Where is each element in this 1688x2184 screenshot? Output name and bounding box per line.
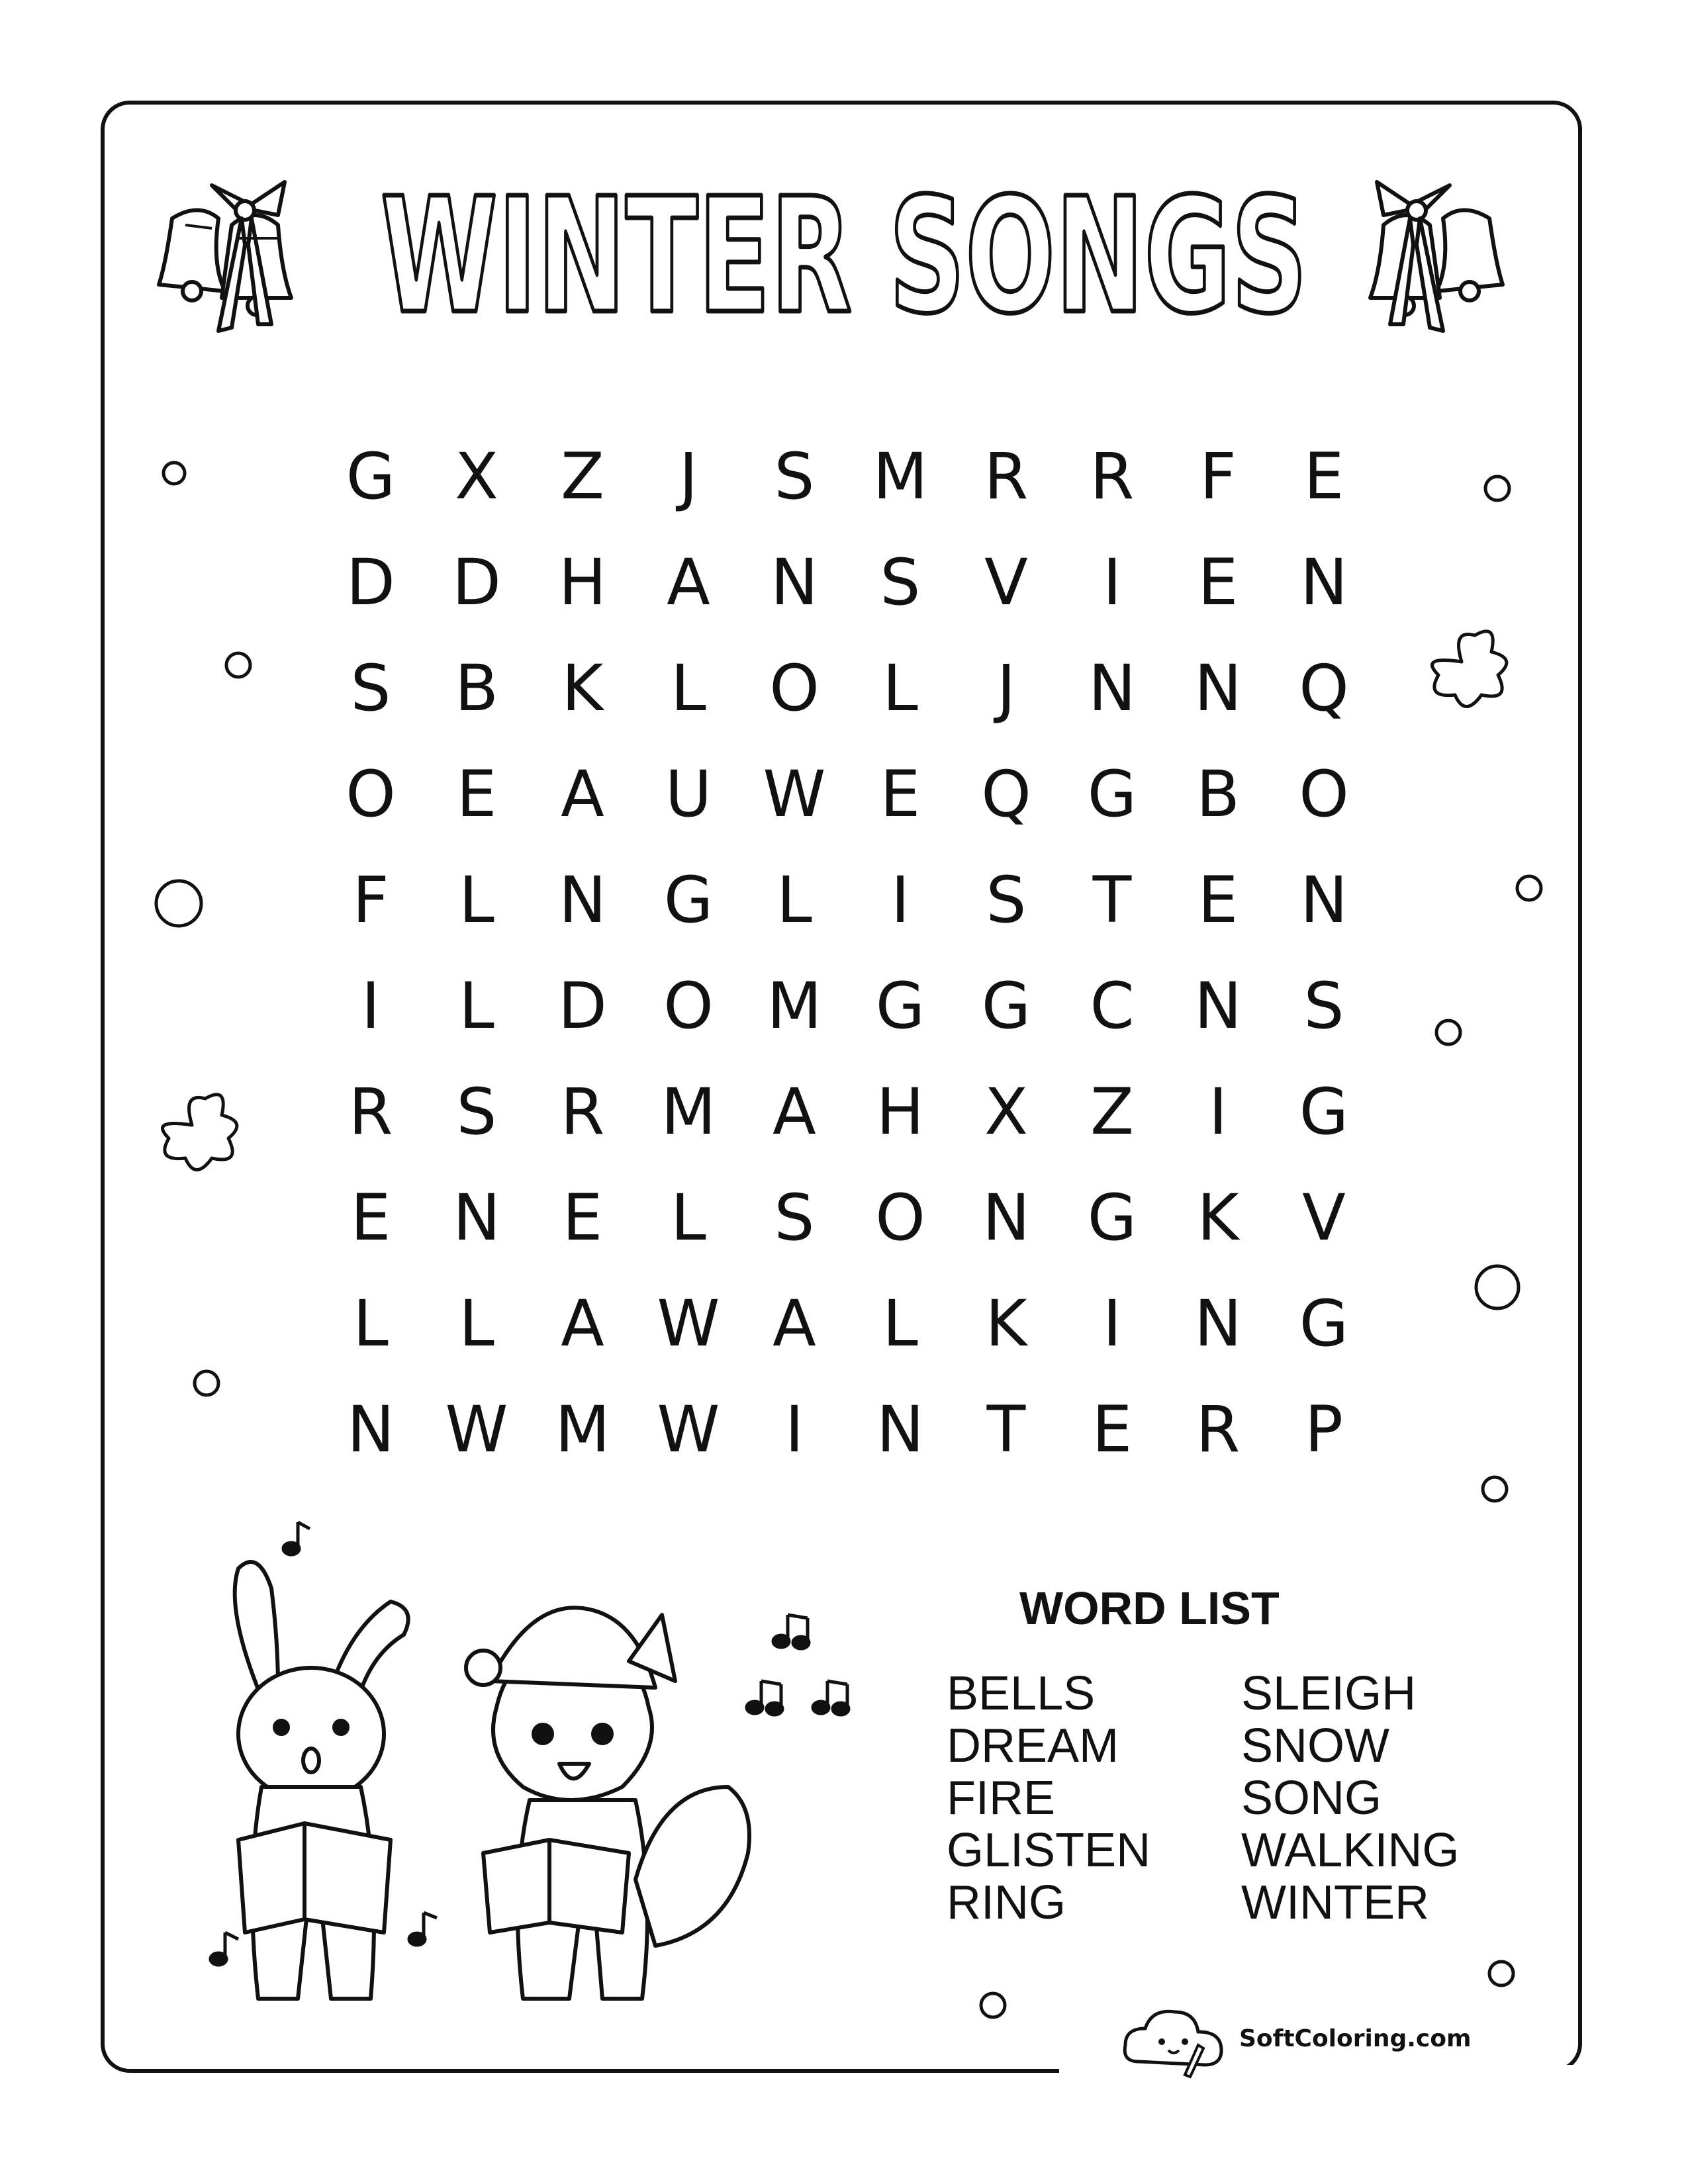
- grid-letter: L: [671, 651, 706, 725]
- grid-letter: N: [1194, 969, 1242, 1043]
- word-list-item: GLISTEN: [947, 1824, 1151, 1877]
- snow-dot: [164, 463, 185, 484]
- grid-letter: B: [455, 651, 498, 725]
- grid-letter: A: [561, 757, 604, 831]
- grid-letter: F: [352, 863, 389, 937]
- grid-letter: C: [1090, 969, 1135, 1043]
- grid-letter: O: [346, 757, 396, 831]
- flower-snowflake-icon: [1432, 631, 1507, 707]
- grid-letter: N: [771, 545, 818, 619]
- grid-letter: S: [774, 1181, 815, 1255]
- grid-letter: L: [671, 1181, 706, 1255]
- snow-dot: [1436, 1021, 1460, 1044]
- word-list-item: BELLS: [947, 1667, 1096, 1720]
- grid-letter: H: [558, 545, 607, 619]
- grid-letter: N: [453, 1181, 500, 1255]
- grid-letter: V: [1302, 1181, 1346, 1255]
- grid-letter: M: [767, 969, 822, 1043]
- grid-letter: E: [562, 1181, 603, 1255]
- page-title-text: WINTER SONGS: [381, 163, 1307, 349]
- grid-letter: B: [1196, 757, 1240, 831]
- grid-letter: N: [876, 1392, 924, 1467]
- grid-letter: O: [1299, 757, 1349, 831]
- grid-letter: D: [452, 545, 501, 619]
- grid-letter: I: [890, 863, 910, 937]
- snow-dot: [195, 1371, 218, 1395]
- grid-letter: O: [663, 969, 714, 1043]
- grid-letter: S: [1303, 969, 1344, 1043]
- grid-letter: V: [984, 545, 1028, 619]
- grid-letter: X: [455, 439, 498, 514]
- grid-letter: R: [984, 439, 1029, 514]
- grid-letter: N: [1300, 863, 1348, 937]
- grid-letter: I: [784, 1392, 804, 1467]
- grid-letter: R: [560, 1075, 605, 1149]
- grid-letter: W: [445, 1392, 508, 1467]
- grid-letter: E: [1092, 1392, 1133, 1467]
- grid-letter: G: [1299, 1075, 1349, 1149]
- grid-letter: G: [875, 969, 925, 1043]
- grid-letter: E: [880, 757, 921, 831]
- snow-dot: [1517, 876, 1541, 900]
- grid-letter: L: [776, 863, 812, 937]
- grid-letter: W: [763, 757, 826, 831]
- grid-letter: E: [1197, 863, 1239, 937]
- grid-letter: N: [347, 1392, 395, 1467]
- snow-dot: [226, 653, 250, 677]
- grid-letter: R: [1196, 1392, 1241, 1467]
- grid-letter: Q: [981, 757, 1031, 831]
- grid-letter: J: [996, 651, 1016, 725]
- grid-letter: Z: [561, 439, 604, 514]
- grid-letter: H: [876, 1075, 925, 1149]
- grid-letter: L: [459, 863, 494, 937]
- grid-letter: G: [1087, 757, 1137, 831]
- grid-letter: N: [1194, 651, 1242, 725]
- grid-letter: I: [1208, 1075, 1228, 1149]
- grid-letter: K: [985, 1287, 1027, 1361]
- cloud-pencil-logo-icon: [1119, 1999, 1231, 2078]
- grid-letter: R: [1090, 439, 1135, 514]
- grid-letter: S: [880, 545, 921, 619]
- grid-letter: A: [773, 1287, 816, 1361]
- grid-letter: N: [982, 1181, 1030, 1255]
- flower-snowflake-icon: [163, 1095, 237, 1170]
- grid-letter: S: [350, 651, 391, 725]
- grid-letter: D: [346, 545, 395, 619]
- grid-letter: N: [1194, 1287, 1242, 1361]
- grid-letter: L: [353, 1287, 389, 1361]
- grid-letter: T: [986, 1392, 1026, 1467]
- word-list-item: DREAM: [947, 1719, 1119, 1772]
- grid-letter: S: [774, 439, 815, 514]
- grid-letter: A: [561, 1287, 604, 1361]
- grid-letter: E: [456, 757, 497, 831]
- grid-letter: E: [1303, 439, 1344, 514]
- grid-letter: P: [1305, 1392, 1343, 1467]
- grid-letter: J: [679, 439, 698, 514]
- grid-letter: N: [1300, 545, 1348, 619]
- word-list-heading: WORD LIST: [1019, 1582, 1280, 1634]
- snow-dot: [1476, 1266, 1519, 1308]
- grid-letter: Q: [1299, 651, 1349, 725]
- grid-letter: M: [661, 1075, 716, 1149]
- grid-letter: K: [561, 651, 604, 725]
- grid-letter: O: [875, 1181, 925, 1255]
- grid-letter: M: [555, 1392, 610, 1467]
- grid-letter: G: [1087, 1181, 1137, 1255]
- grid-letter: G: [981, 969, 1031, 1043]
- word-list-item: RING: [947, 1876, 1066, 1929]
- grid-letter: G: [663, 863, 714, 937]
- grid-letter: T: [1092, 863, 1132, 937]
- word-list-item: WALKING: [1241, 1824, 1460, 1877]
- grid-letter: D: [558, 969, 607, 1043]
- grid-letter: E: [1197, 545, 1239, 619]
- grid-letter: L: [882, 1287, 918, 1361]
- grid-letter: S: [456, 1075, 497, 1149]
- word-list-right-column: [1241, 1668, 1459, 1929]
- grid-letter: X: [984, 1075, 1028, 1149]
- singing-animals-illustration: [199, 1509, 900, 2025]
- snow-dot: [1489, 1962, 1513, 1985]
- grid-letter: I: [1102, 1287, 1122, 1361]
- snow-dot: [156, 881, 201, 926]
- grid-letter: L: [882, 651, 918, 725]
- grid-letter: L: [459, 1287, 494, 1361]
- word-list-item: SNOW: [1241, 1719, 1389, 1772]
- grid-letter: K: [1197, 1181, 1239, 1255]
- grid-letter: I: [361, 969, 381, 1043]
- word-list-item: SONG: [1241, 1772, 1382, 1825]
- grid-letter: U: [665, 757, 712, 831]
- grid-letter: S: [986, 863, 1027, 937]
- brand-name: SoftColoring.com: [1239, 2025, 1472, 2052]
- grid-letter: N: [559, 863, 606, 937]
- grid-letter: G: [346, 439, 396, 514]
- grid-letter: G: [1299, 1287, 1349, 1361]
- grid-letter: Z: [1090, 1075, 1134, 1149]
- grid-letter: A: [667, 545, 710, 619]
- word-list-left-column: [947, 1668, 1150, 1929]
- grid-letter: W: [657, 1287, 720, 1361]
- grid-letter: W: [657, 1392, 720, 1467]
- grid-letter: F: [1199, 439, 1237, 514]
- grid-letter: A: [773, 1075, 816, 1149]
- brand-footer: [1119, 1999, 1472, 2078]
- grid-letter: M: [872, 439, 928, 514]
- grid-letter: R: [348, 1075, 393, 1149]
- grid-letter: O: [769, 651, 820, 725]
- word-list-item: SLEIGH: [1241, 1667, 1417, 1720]
- grid-letter: N: [1088, 651, 1136, 725]
- snow-dot: [981, 1993, 1005, 2017]
- snow-dot: [1485, 477, 1509, 500]
- word-list-item: FIRE: [947, 1772, 1056, 1825]
- snow-dot: [1483, 1477, 1507, 1501]
- grid-letter: I: [1102, 545, 1122, 619]
- word-list-item: WINTER: [1241, 1876, 1429, 1929]
- grid-letter: E: [350, 1181, 391, 1255]
- grid-letter: L: [459, 969, 494, 1043]
